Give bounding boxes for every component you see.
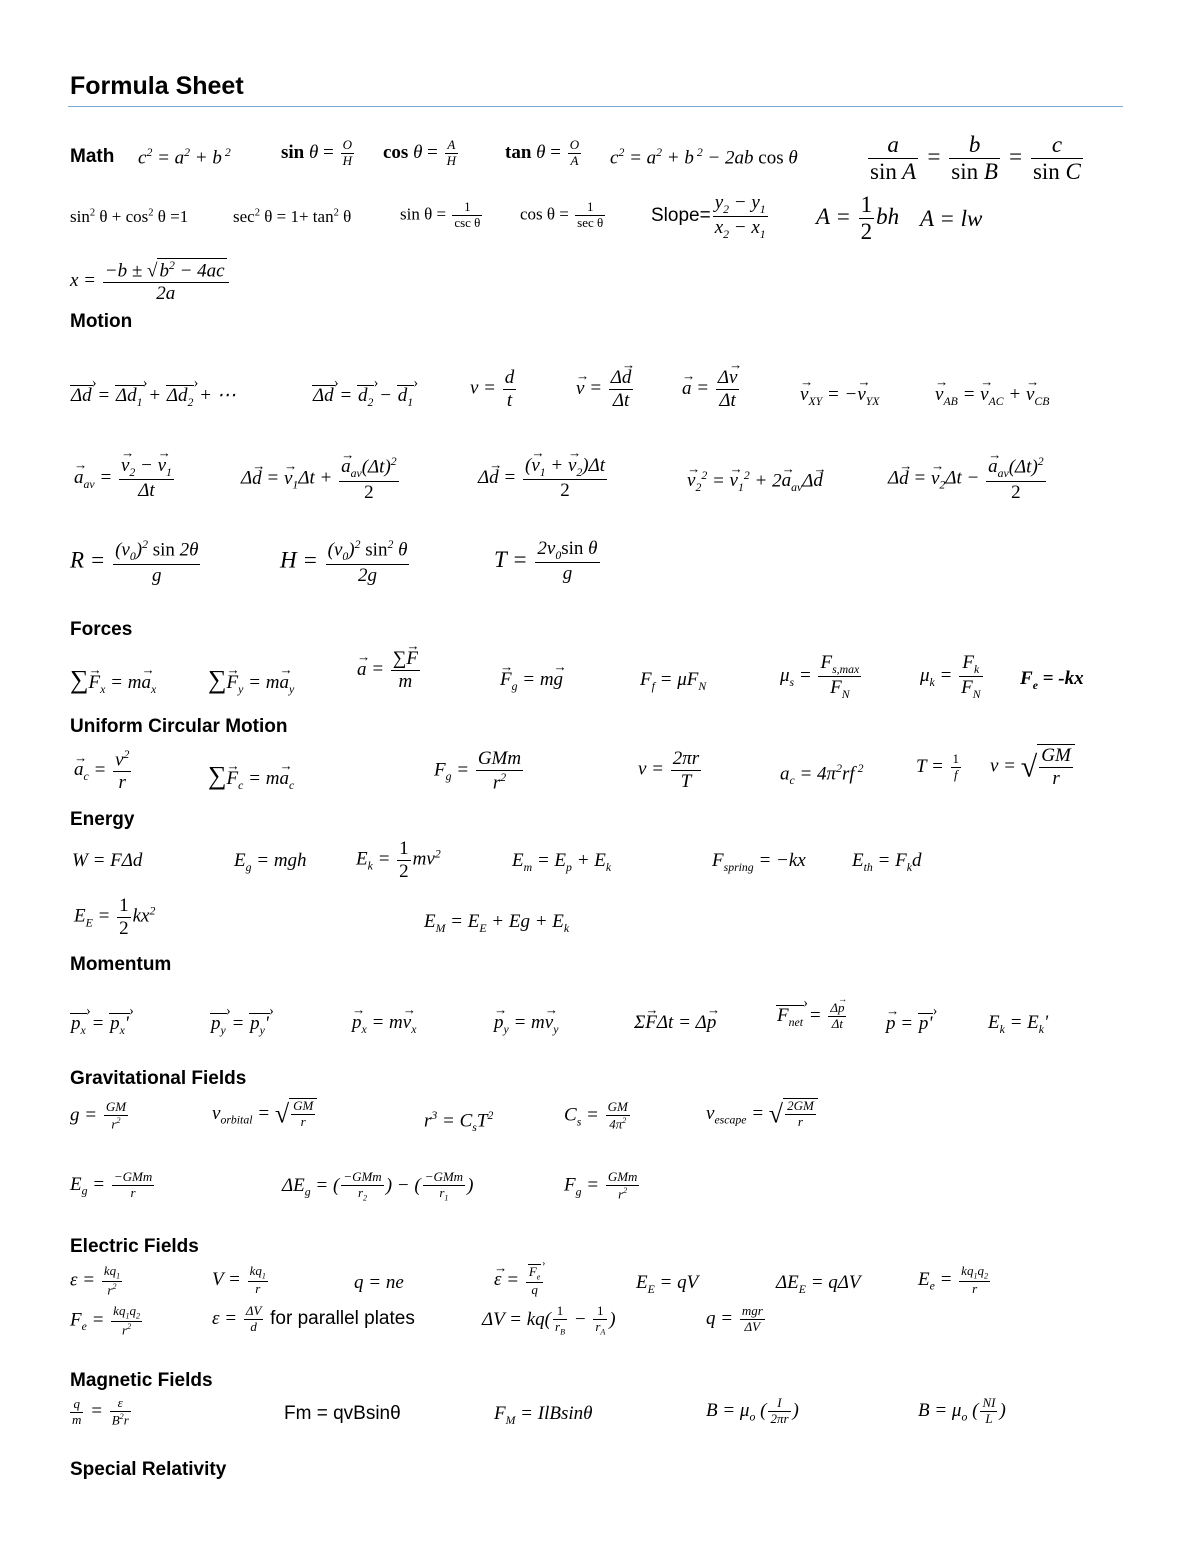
- formula-speed: v = $\frac{d}{t}$: [470, 367, 515, 411]
- section-uniform-circular-motion: Uniform Circular Motion: [70, 716, 288, 737]
- formula-kinematics-1: Δ→ d = → $v_1\Delta t$ + → $\frac{a_{av}(\Delta t)^2}{2}$: [241, 455, 401, 504]
- formula-kinematics-3: → $v_2^2$ = → $v_1^2 + 2\to a_{av}\Delta\to d$: [687, 470, 823, 494]
- formula-universal-gravitation: $F_g$ = $\frac{\text{GMm}}{r^2}$: [434, 748, 522, 794]
- formula-velocity: → v = $\frac{\Delta\to d}{\Delta t}$: [576, 367, 635, 412]
- formula-total-mechanical-energy: $E_M = E_E + Eg + E_k$: [424, 911, 570, 935]
- section-momentum: Momentum: [70, 954, 172, 975]
- formula-field-strength: g = $\frac{GM}{r^2}$: [70, 1099, 127, 1132]
- formula-relative-velocity-sum: → $v_{AB}$ = → $v_{AC}$ + → $v_{CB}$: [935, 385, 1049, 408]
- title-underline: [68, 106, 1123, 107]
- formula-momentum-conservation-x: $p_x$ › = $p_x'$ ›: [70, 1013, 130, 1037]
- formula-triangle-area: A = $\frac{1}{2}$ bh: [816, 192, 900, 245]
- formula-parallel-plates: ε = $\frac{\Delta V}{d}$ for parallel plates: [212, 1303, 415, 1334]
- formula-gravitational-energy: $E_g$ = $\frac{\text{−GMm}}{r}$: [70, 1169, 153, 1200]
- formula-charge-quantization: q = ne: [354, 1272, 404, 1293]
- formula-displacement-difference: Δd › = $d_2$ › − $d_1$ ›: [312, 385, 414, 409]
- formula-orbit-velocity: v = √ $\frac{GM}{r}$: [990, 744, 1075, 790]
- formula-orbital-velocity: $v_{orbital}$ = √ $\frac{GM}{r}$: [212, 1098, 317, 1130]
- formula-kinematics-2: Δ→ d = $\frac{(\to v_1 + \to v_2)\Delta t}{2}$: [478, 455, 609, 502]
- formula-momentum-conservation-y: $p_y$ › = $p_y'$ ›: [210, 1013, 270, 1037]
- formula-keplers-constant: $C_s$ = $\frac{GM}{4\pi^2}$: [564, 1099, 628, 1132]
- formula-net-force-y: ∑→ $F_y = m\to a_y$: [208, 667, 294, 696]
- formula-coulombs-law: $F_e$ = $\frac{kq_1q_2}{r^2}$: [70, 1303, 141, 1338]
- formula-cos-sec: cos θ = $\frac{1}{\text{sec θ}}$: [520, 199, 604, 230]
- slope-label: Slope=: [651, 205, 711, 227]
- section-math: Math: [70, 146, 115, 167]
- formula-centripetal-acceleration: → $a_c$ = $\frac{v^2}{r}$: [74, 748, 133, 794]
- formula-sin-csc: sin θ = $\frac{1}{\text{csc θ}}$: [400, 199, 481, 230]
- formula-gravitational-force: $F_g$ = $\frac{\text{GMm}}{r^2}$: [564, 1169, 638, 1202]
- formula-kinetic-conserved: $E_k = E_k'$: [988, 1012, 1049, 1036]
- section-magnetic-fields: Magnetic Fields: [70, 1370, 213, 1391]
- formula-average-acceleration: → $a_{av}$ = → $\frac{v_2 - \to v_1}{\Delta t}$: [74, 455, 176, 502]
- page-title: Formula Sheet: [70, 72, 244, 100]
- formula-projectile-time: T = $\frac{2v_0\sin \theta}{g}$: [494, 538, 598, 585]
- formula-electric-energy: $E_E$ = qV: [636, 1272, 699, 1296]
- formula-sine-ratio: sin θ = $\frac{O}{H}$: [281, 137, 352, 168]
- formula-slope: Slope= $\frac{y_2 - y_1}{x_2 - x_1}$: [651, 192, 766, 242]
- formula-charge-to-mass: $\frac{q}{m}$ = $\frac{\varepsilon}{B^2r}$: [72, 1395, 129, 1428]
- section-motion: Motion: [70, 311, 133, 332]
- formula-magnetic-force-wire: $F_M = IlBsin\theta$: [494, 1403, 593, 1427]
- formula-pythagorean-identity: $\sin^2 \theta + \cos^2 \theta =1$: [70, 207, 189, 226]
- formula-field-solenoid: $B = \mu_o$ ( $\frac{NI}{L}$ ): [918, 1395, 1006, 1426]
- formula-gravitational-potential: $E_g$ = mgh: [234, 850, 307, 874]
- formula-acceleration: → a = $\frac{\Delta\to v}{\Delta t}$: [682, 367, 741, 412]
- formula-electric-energy-change: $\Delta E_E = q\Delta V$: [776, 1272, 861, 1296]
- formula-momentum-x: → $p_x = m\to v_x$: [352, 1013, 416, 1036]
- formula-mechanical-energy: $E_m = E_p + E_k$: [512, 850, 612, 874]
- section-forces: Forces: [70, 619, 133, 640]
- formula-hookes-law: $F_e = -kx$: [1020, 668, 1084, 692]
- formula-cosine-law: $c^2 = a^2 + b$ $^2$ − 2ab cos θ: [610, 146, 798, 169]
- formula-projectile-height: H = $\frac{(v_0)^2 \sin^2 \theta}{2g}$: [280, 538, 408, 586]
- formula-displacement-sum: Δd › = $\Delta d_1$ › + $\Delta d_2$ › + ⋯: [70, 385, 236, 409]
- formula-cosine-ratio: cos θ = $\frac{A}{H}$: [383, 137, 457, 168]
- formula-millikan: q = $\frac{\text{mgr}}{\Delta V}$: [706, 1303, 763, 1334]
- formula-gravitational-energy-change: $\Delta E_g$ = ( $\frac{\text{−GMm}}{r_2}$ ) − ( $\frac{\text{−GMm}}{r_1}$ ): [282, 1169, 474, 1203]
- formula-kinetic-coefficient: $\mu_k$ = $\frac{F_k}{F_N}$: [920, 652, 981, 702]
- formula-quadratic: x = $\frac{-b \pm √ b^2 - 4ac}{2a}$: [70, 258, 231, 305]
- formula-sine-law: $\frac{a}{\text{sin A}}$ = $\frac{b}{\text{sin B}}$ = $\frac{c}{\text{sin C}}$: [870, 132, 1081, 185]
- formula-keplers-law: $r^3 = C_sT^2$: [424, 1109, 494, 1135]
- formula-pythagoras: $c^2 = a^2 + b$ $^2$: [138, 146, 231, 169]
- formula-impulse: Σ→ FΔt = Δ→ p: [634, 1013, 716, 1032]
- formula-orbital-speed: v = $\frac{2\pi r}{T}$: [638, 748, 700, 792]
- formula-tangent-ratio: tan θ = $\frac{O}{A}$: [505, 137, 580, 168]
- formula-electric-potential-point: V = $\frac{kq_1}{r}$: [212, 1263, 266, 1296]
- formula-net-force-momentum: $F_{net}$ › = $\frac{\Delta\to p}{\Delta t}$: [776, 1001, 848, 1032]
- formula-escape-velocity: $v_{escape}$ = √ $\frac{2GM}{r}$: [706, 1098, 818, 1130]
- formula-static-coefficient: $\mu_s$ = $\frac{F_{s,max}}{F_N}$: [780, 652, 860, 702]
- formula-newton-second: → a = $\frac{\sum\to F}{m}$: [357, 648, 422, 693]
- formula-period: T = $\frac{1}{f}$: [916, 751, 960, 782]
- formula-kinetic-energy: $E_k$ = $\frac{1}{2}$ $mv^2$: [356, 838, 441, 882]
- formula-work: W = FΔd: [72, 850, 143, 871]
- formula-rectangle-area: A = lw: [920, 206, 983, 231]
- formula-spring-force: $F_{spring} = -kx$: [712, 850, 806, 874]
- section-energy: Energy: [70, 809, 135, 830]
- formula-electric-field-force: → ε = $\frac{F_e ›}{q}$: [494, 1264, 545, 1298]
- formula-net-force-x: ∑→ $F_x = m\to a_x$: [70, 667, 156, 696]
- parallel-plates-label: for parallel plates: [270, 1307, 415, 1329]
- section-gravitational-fields: Gravitational Fields: [70, 1068, 247, 1089]
- formula-electric-potential-energy: $E_e$ = $\frac{kq_1q_2}{r}$: [918, 1263, 989, 1296]
- section-electric-fields: Electric Fields: [70, 1236, 199, 1257]
- formula-relative-velocity-inverse: → $v_{XY}$ = −→ $v_{YX}$: [800, 385, 880, 408]
- section-special-relativity: Special Relativity: [70, 1459, 227, 1480]
- formula-projectile-range: R = $\frac{(v_0)^2 \sin 2\theta}{g}$: [70, 538, 199, 586]
- formula-gravity-force: → $F_g = m\to g$: [500, 670, 563, 693]
- formula-friction: $F_f = \mu F_N$: [640, 669, 707, 693]
- formula-potential-difference: ΔV = kq( $\frac{1}{r_B}$ − $\frac{1}{r_A}$ ): [482, 1303, 616, 1337]
- formula-momentum-conserved: → p = p' ›: [886, 1013, 933, 1033]
- formula-centripetal-frequency: $a_c = 4\pi^2rf$ $^2$: [780, 762, 864, 788]
- formula-centripetal-force: ∑→ $F_c = m\to a_c$: [208, 763, 294, 792]
- formula-electric-field-point: ε = $\frac{kq_1}{r^2}$: [70, 1263, 121, 1298]
- formula-thermal-energy: $E_{th} = F_kd$: [852, 850, 922, 874]
- formula-kinematics-4: Δ→ d = → $v_2\Delta t$ − → $\frac{a_{av}(\Delta t)^2}{2}$: [888, 455, 1048, 504]
- formula-magnetic-force-charge: Fm = qvBsinθ: [284, 1403, 401, 1424]
- formula-elastic-potential: $E_E$ = $\frac{1}{2}$ $kx^2$: [74, 895, 156, 939]
- formula-momentum-y: → $p_y = m\to v_y$: [494, 1013, 558, 1036]
- formula-secant-identity: $\sec^2 \theta = 1+ \tan^2 \theta$: [233, 207, 352, 226]
- formula-field-straight-wire: $B = \mu_o$ ( $\frac{I}{2\pi r}$ ): [706, 1395, 799, 1426]
